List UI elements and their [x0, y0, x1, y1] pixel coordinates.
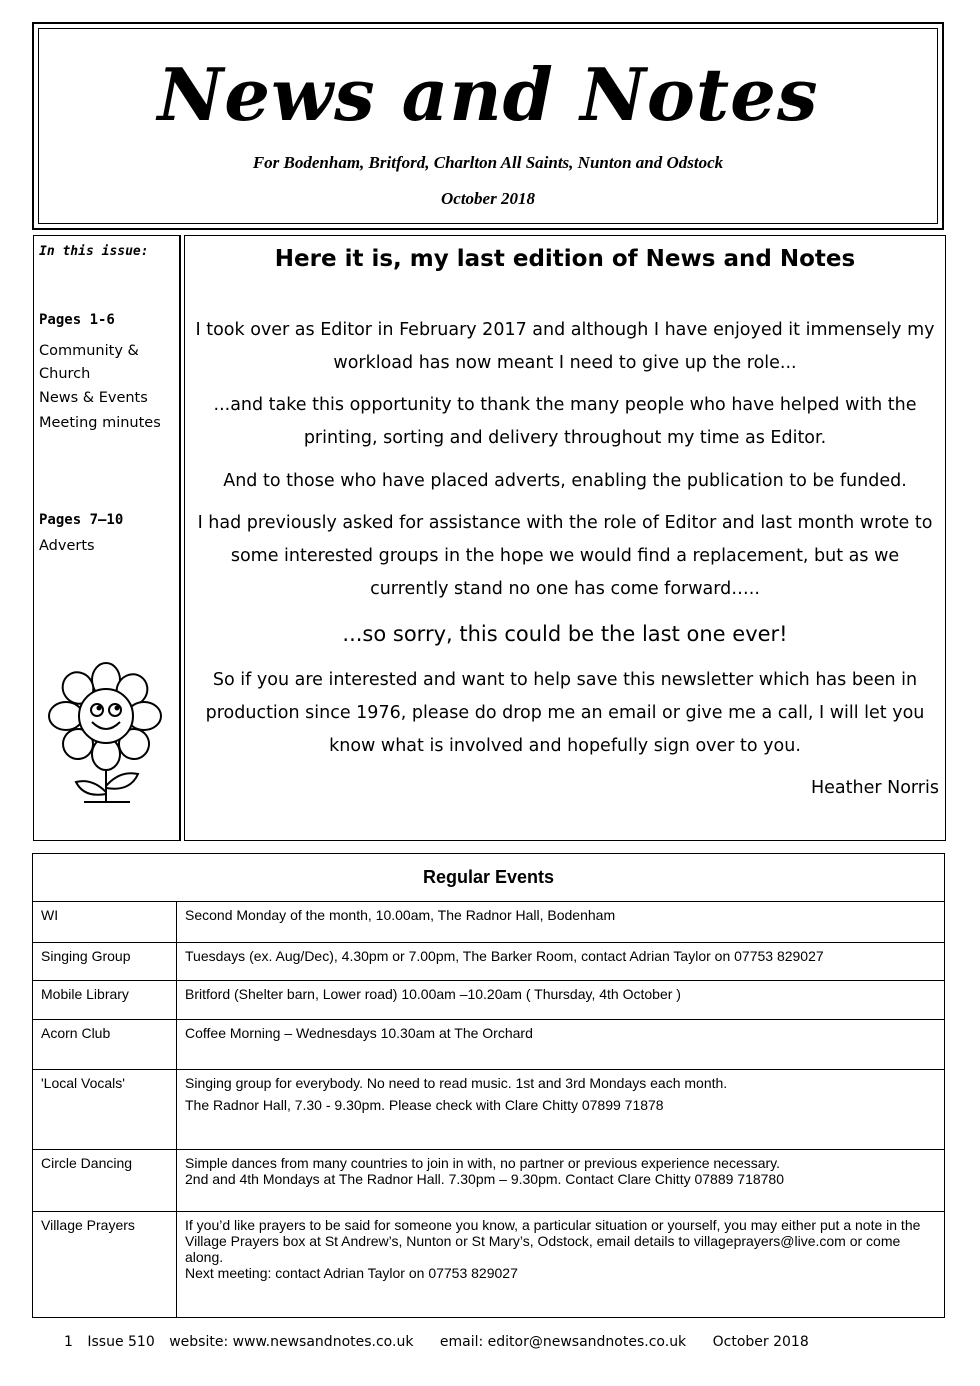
masthead-inner-border: [38, 28, 938, 224]
event-name: 'Local Vocals': [33, 1070, 177, 1150]
event-name: Acorn Club: [33, 1020, 177, 1070]
event-detail-line: Simple dances from many countries to join in with, no partner or previous experience necessary.: [185, 1155, 781, 1171]
event-detail-line: 2nd and 4th Mondays at The Radnor Hall. 7.30pm – 9.30pm. Contact Clare Chitty 07889 718780: [185, 1171, 785, 1187]
article-highlight: ...so sorry, this could be the last one ever!: [342, 622, 788, 646]
event-name: WI: [33, 902, 177, 943]
email-link[interactable]: email: editor@newsandnotes.co.uk: [439, 1334, 687, 1350]
event-details: [177, 1212, 945, 1318]
section1-item: Meeting minutes: [39, 415, 161, 431]
event-name: Singing Group: [33, 943, 177, 981]
event-details: [177, 1070, 945, 1150]
article-paragraph: I had previously asked for assistance with the role of Editor and last month wrote to some interested groups in the hope we would find a replacement, but as we currently stand no one has come forward…..: [197, 513, 933, 599]
website-link[interactable]: website: www.newsandnotes.co.uk: [169, 1334, 414, 1350]
section1-item: Church: [39, 366, 91, 382]
article-signature: Heather Norris: [811, 778, 939, 798]
article-paragraph: I took over as Editor in February 2017 and although I have enjoyed it immensely my workload has now meant I need to give up the role...: [195, 320, 935, 373]
footer-date: October 2018: [712, 1334, 809, 1350]
event-details: [177, 1020, 945, 1070]
article-heading: Here it is, my last edition of News and Notes: [274, 246, 856, 272]
page-footer: [64, 1334, 819, 1350]
section1-heading: Pages 1-6: [39, 312, 115, 328]
table-row: [33, 902, 945, 943]
table-row: [33, 943, 945, 981]
section2-item: Adverts: [39, 538, 95, 554]
event-name: Mobile Library: [33, 981, 177, 1020]
event-detail-line: Tuesdays (ex. Aug/Dec), 4.30pm or 7.00pm, The Barker Room, contact Adrian Taylor on 07753 829027: [185, 948, 824, 964]
newsletter-title: News and Notes: [157, 52, 819, 137]
table-row: [33, 981, 945, 1020]
events-title: Regular Events: [33, 854, 945, 902]
article-paragraph: And to those who have placed adverts, enabling the publication to be funded.: [223, 471, 907, 491]
editor-article: [184, 235, 946, 841]
event-details: [177, 1150, 945, 1212]
table-row: [33, 1070, 945, 1150]
event-detail-line: Coffee Morning – Wednesdays 10.30am at The Orchard: [185, 1025, 533, 1041]
section1-item: Community &: [39, 343, 139, 359]
event-detail-line: Next meeting: contact Adrian Taylor on 07753 829027: [185, 1265, 518, 1281]
regular-events-table: [32, 853, 945, 1318]
event-details: [177, 902, 945, 943]
event-detail-line: Singing group for everybody. No need to read music. 1st and 3rd Mondays each month.: [185, 1075, 728, 1091]
smiling-flower-icon: [44, 656, 170, 806]
newsletter-subtitle: For Bodenham, Britford, Charlton All Saints, Nunton and Odstock: [252, 153, 724, 172]
event-detail-line: The Radnor Hall, 7.30 - 9.30pm. Please check with Clare Chitty 07899 71878: [185, 1097, 664, 1113]
table-row: [33, 1150, 945, 1212]
event-details: [177, 943, 945, 981]
contents-sidebar: [33, 235, 180, 841]
article-paragraph: So if you are interested and want to help save this newsletter which has been in production since 1976, please do drop me an email or give me a call, I will let you know what is involved and hopefully sign over to you.: [205, 670, 925, 756]
section2-heading: Pages 7—10: [39, 512, 124, 528]
issue-number: Issue 510: [87, 1334, 155, 1350]
event-detail-line: Britford (Shelter barn, Lower road) 10.00am –10.20am ( Thursday, 4th October ): [185, 986, 681, 1002]
table-row: [33, 1212, 945, 1318]
event-details: [177, 981, 945, 1020]
event-detail-line: If you’d like prayers to be said for someone you know, a particular situation or yourself, you may either put a note in the Village Prayers box at St Andrew’s, Nunton or St Mary’s, Odstock, email details to villageprayers@live.com or come along.: [185, 1217, 921, 1265]
section1-item: News & Events: [39, 390, 148, 406]
event-name: Circle Dancing: [33, 1150, 177, 1212]
event-detail-line: Second Monday of the month, 10.00am, The Radnor Hall, Bodenham: [185, 907, 616, 923]
in-this-issue-label: In this issue:: [39, 244, 149, 259]
table-header-row: [33, 854, 945, 902]
event-name: Village Prayers: [33, 1212, 177, 1318]
masthead: [32, 22, 944, 230]
table-row: [33, 1020, 945, 1070]
newsletter-date: October 2018: [441, 189, 535, 208]
page-number: 1: [64, 1334, 73, 1350]
article-paragraph: ...and take this opportunity to thank the many people who have helped with the printing, sorting and delivery throughout my time as Editor.: [213, 395, 917, 448]
